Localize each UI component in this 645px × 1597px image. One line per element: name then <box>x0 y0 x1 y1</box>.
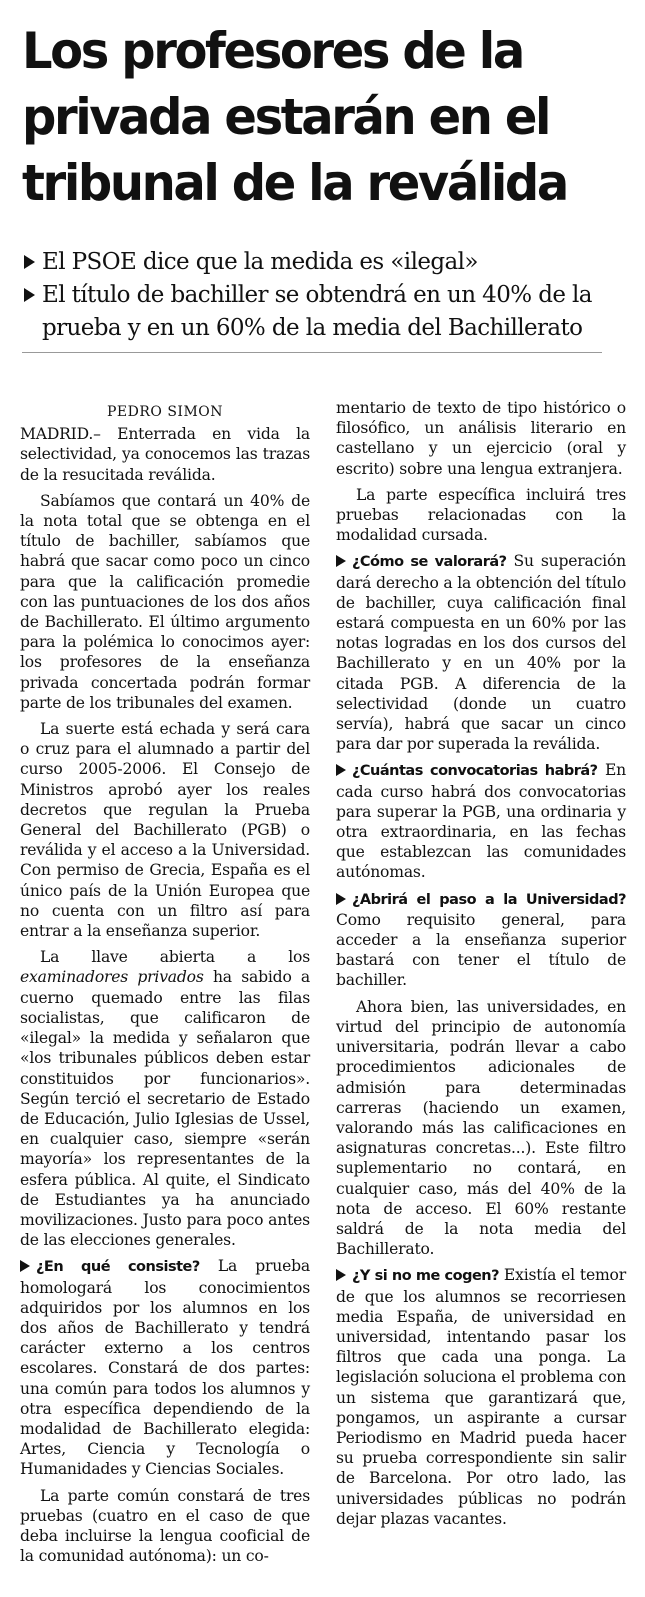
triangle-bullet-icon <box>24 255 35 269</box>
subheading-1 <box>22 246 637 279</box>
paragraph: Ahora bien, las universidades, en virtud del principio de autonomía universitaria, podrán llevar a cabo procedimientos adicionales de admisión para determinadas carreras (haciendo un examen, valorando más las calificaciones en asignaturas concretas...). Este filtro suplementario no contará, en cualquier caso, más del 40% de la nota de acceso. El 60% restante saldrá de la nota media del Bachillerato. <box>336 997 626 1259</box>
section-abrira-el-paso <box>336 889 626 991</box>
triangle-bullet-icon <box>336 764 346 776</box>
section-heading: ¿Abrirá el paso a la Universidad? <box>352 891 626 908</box>
paragraph: La parte específica incluirá tres pruebas relacionadas con la modalidad cursada. <box>336 485 626 545</box>
article-column-right <box>336 399 627 1535</box>
triangle-bullet-icon <box>336 893 346 905</box>
section-text: La prueba homologará los conocimientos adquiridos por los alumnos en los dos años de Bachillerato y tendrá carácter externo a los centros escolares. Constará de dos partes: una común para todos los alumnos y otra específica dependiendo de la modalidad de Bachillerato elegida: Artes, Ciencia y Tecnología o Humanidades y Ciencias Sociales. <box>20 1257 310 1479</box>
paragraph <box>20 947 310 1250</box>
subheadings <box>22 246 637 345</box>
subheading-1-text: El PSOE dice que la medida es «ilegal» <box>42 249 478 275</box>
section-text: Como requisito general, para acceder a la enseñanza superior bastará con tener el título de bachiller. <box>336 910 626 990</box>
triangle-bullet-icon <box>336 555 346 567</box>
paragraph: Sabíamos que contará un 40% de la nota total que se obtenga en el título de bachiller, sabíamos que habrá que sacar como poco un cinco para que la calificación promedie con las puntuaciones de los dos años de Bachillerato. El último argumento para la polémica lo conocimos ayer: los profesores de la enseñanza privada concertada podrán formar parte de los tribunales del examen. <box>20 491 310 712</box>
headline-line-3: tribunal de la reválida <box>22 154 567 212</box>
section-como-se-valorara <box>336 551 626 754</box>
section-en-que-consiste <box>20 1256 310 1479</box>
subheading-2 <box>22 279 637 345</box>
section-text: Existía el temor de que los alumnos se recorriesen media España, de universidad en universidad, intentando pasar los filtros que cada una ponga. La legislación soluciona el problema con un sistema que garantizará que, pongamos, un aspirante a cursar Periodismo en Madrid pueda hacer su prueba correspondiente sin salir de Barcelona. Por otro lado, las universidades públicas no podrán dejar plazas vacantes. <box>336 1266 627 1528</box>
section-text: En cada curso habrá dos convocatorias para superar la PGB, una ordinaria y otra extraordinaria, en las fechas que establezcan las comunidades autónomas. <box>336 761 626 882</box>
italic-phrase: examinadores privados <box>20 968 204 987</box>
paragraph-text: ha sabido a cuerno quemado entre las filas socialistas, que calificaron de «ilegal» la medida y señalaron que «los tribunales públicos deben estar constituidos por funcionarios». Según terció el secretario de Estado de Educación, Julio Iglesias de Ussel, en cualquier caso, siempre «serán mayoría» los representantes de la esfera pública. Al quite, el Sindicato de Estudiantes ya ha anunciado movilizaciones. Justo para poco antes de las elecciones generales. <box>20 968 311 1250</box>
paragraph: MADRID.– Enterrada en vida la selectividad, ya conocemos las trazas de la resucitada reválida. <box>20 425 310 484</box>
headline-line-1: Los profesores de la <box>22 22 523 80</box>
headline <box>22 18 608 216</box>
paragraph: La suerte está echada y será cara o cruz para el alumnado a partir del curso 2005-2006. El Consejo de Ministros aprobó ayer los reales decretos que regulan la Prueba General del Bachillerato (PGB) o reválida y el acceso a la Universidad. Con permiso de Grecia, España es el único país de la Unión Europea que no cuenta con un filtro así para entrar a la enseñanza superior. <box>20 720 310 941</box>
triangle-bullet-icon <box>24 288 35 302</box>
paragraph: La parte común constará de tres pruebas (cuatro en el caso de que deba incluirse la lengua cooficial de la comunidad autónoma): un co- <box>20 1486 310 1566</box>
section-heading: ¿Y si no me cogen? <box>352 1268 500 1285</box>
triangle-bullet-icon <box>20 1260 30 1272</box>
section-y-si-no-me-cogen <box>336 1265 626 1529</box>
section-heading: ¿Cómo se valorará? <box>352 554 507 571</box>
paragraph: mentario de texto de tipo histórico o filosófico, un análisis literario en castellano y un ejercicio (oral y escrito) sobre una lengua extranjera. <box>336 399 626 478</box>
triangle-bullet-icon <box>336 1269 346 1281</box>
section-heading: ¿En qué consiste? <box>36 1259 200 1276</box>
subheading-2-text: El título de bachiller se obtendrá en un 40% de la prueba y en un 60% de la media del Bachillerato <box>42 282 592 341</box>
byline: PEDRO SIMON <box>106 404 224 420</box>
section-text: Su superación dará derecho a la obtención del título de bachiller, cuya calificación final estará compuesta en un 60% por las notas logradas en los dos cursos del Bachillerato y en un 40% por la citada PGB. A diferencia de la selectividad (donde un cuatro servía), habrá que sacar un cinco para dar por superada la reválida. <box>336 552 627 754</box>
headline-line-2: privada estarán en el <box>22 88 550 146</box>
section-heading: ¿Cuántas convocatorias habrá? <box>352 763 598 780</box>
article-column-left <box>20 402 310 1572</box>
paragraph-text: La llave abierta a los <box>40 948 310 967</box>
divider-rule <box>22 352 602 353</box>
section-cuantas-convocatorias <box>336 760 626 882</box>
